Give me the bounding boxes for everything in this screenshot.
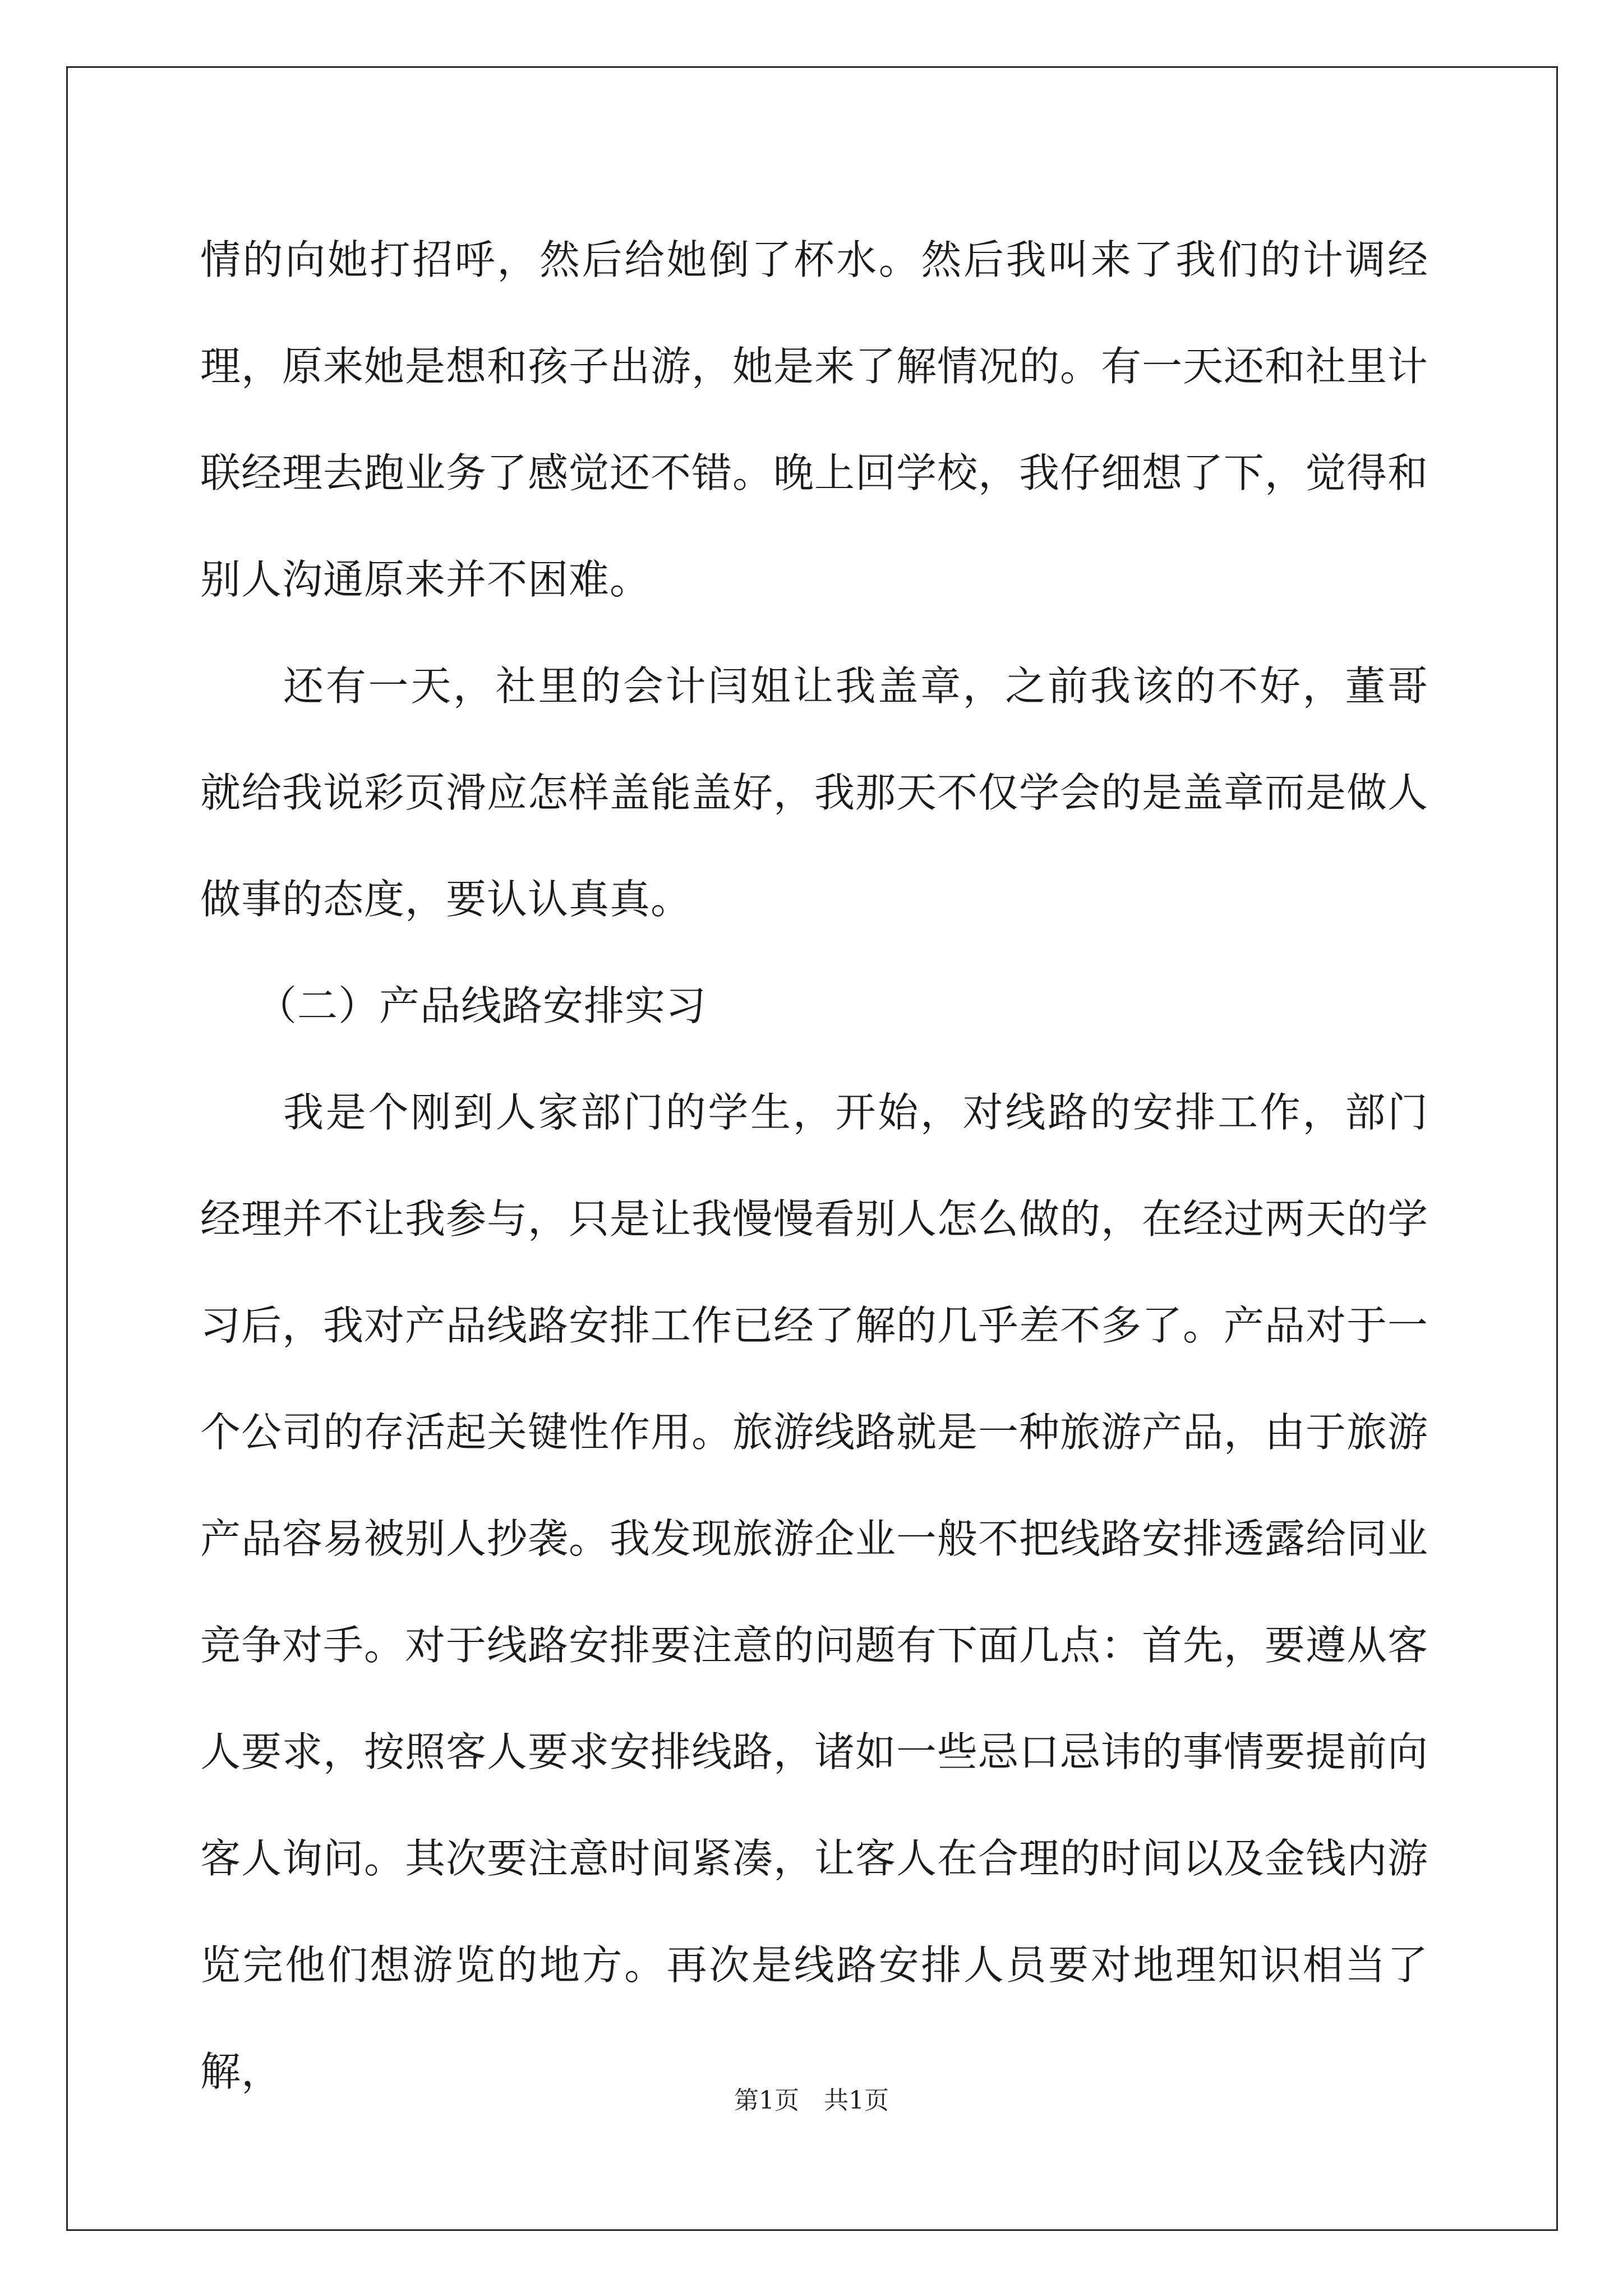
page-footer: [0, 2084, 1623, 2118]
paragraph-2: 还有一天，社里的会计闫姐让我盖章，之前我该的不好，董哥就给我说彩页滑应怎样盖能盖好，我那天不仅学会的是盖章而是做人做事的态度，要认认真真。: [200, 662, 1429, 923]
document-body: [200, 206, 1428, 2125]
paragraph-3: 我是个刚到人家部门的学生，开始，对线路的安排工作，部门经理并不让我参与，只是让我慢慢看别人怎么做的，在经过两天的学习后，我对产品线路安排工作已经了解的几乎差不多了。产品对于一个公司的存活起关键性作用。旅游线路就是一种旅游产品，由于旅游产品容易被别人抄袭。我发现旅游企业一般不把线路安排透露给同业竞争对手。对于线路安排要注意的问题有下面几点：首先，要遵从客人要求，按照客人要求安排线路，诸如一些忌口忌讳的事情要提前向客人询问。其次要注意时间紧凑，让客人在合理的时间以及金钱内游览完他们想游览的地方。再次是线路安排人员要对地理知识相当了解，: [200, 1089, 1429, 2095]
paragraph-1: 情的向她打招呼，然后给她倒了杯水。然后我叫来了我们的计调经理，原来她是想和孩子出游，她是来了解情况的。有一天还和社里计联经理去跑业务了感觉还不错。晚上回学校，我仔细想了下，觉得和别人沟通原来并不困难。: [200, 236, 1429, 603]
page-number-label: 第1页 共1页: [734, 2086, 889, 2115]
section-heading: （二）产品线路安排实习: [256, 982, 707, 1029]
